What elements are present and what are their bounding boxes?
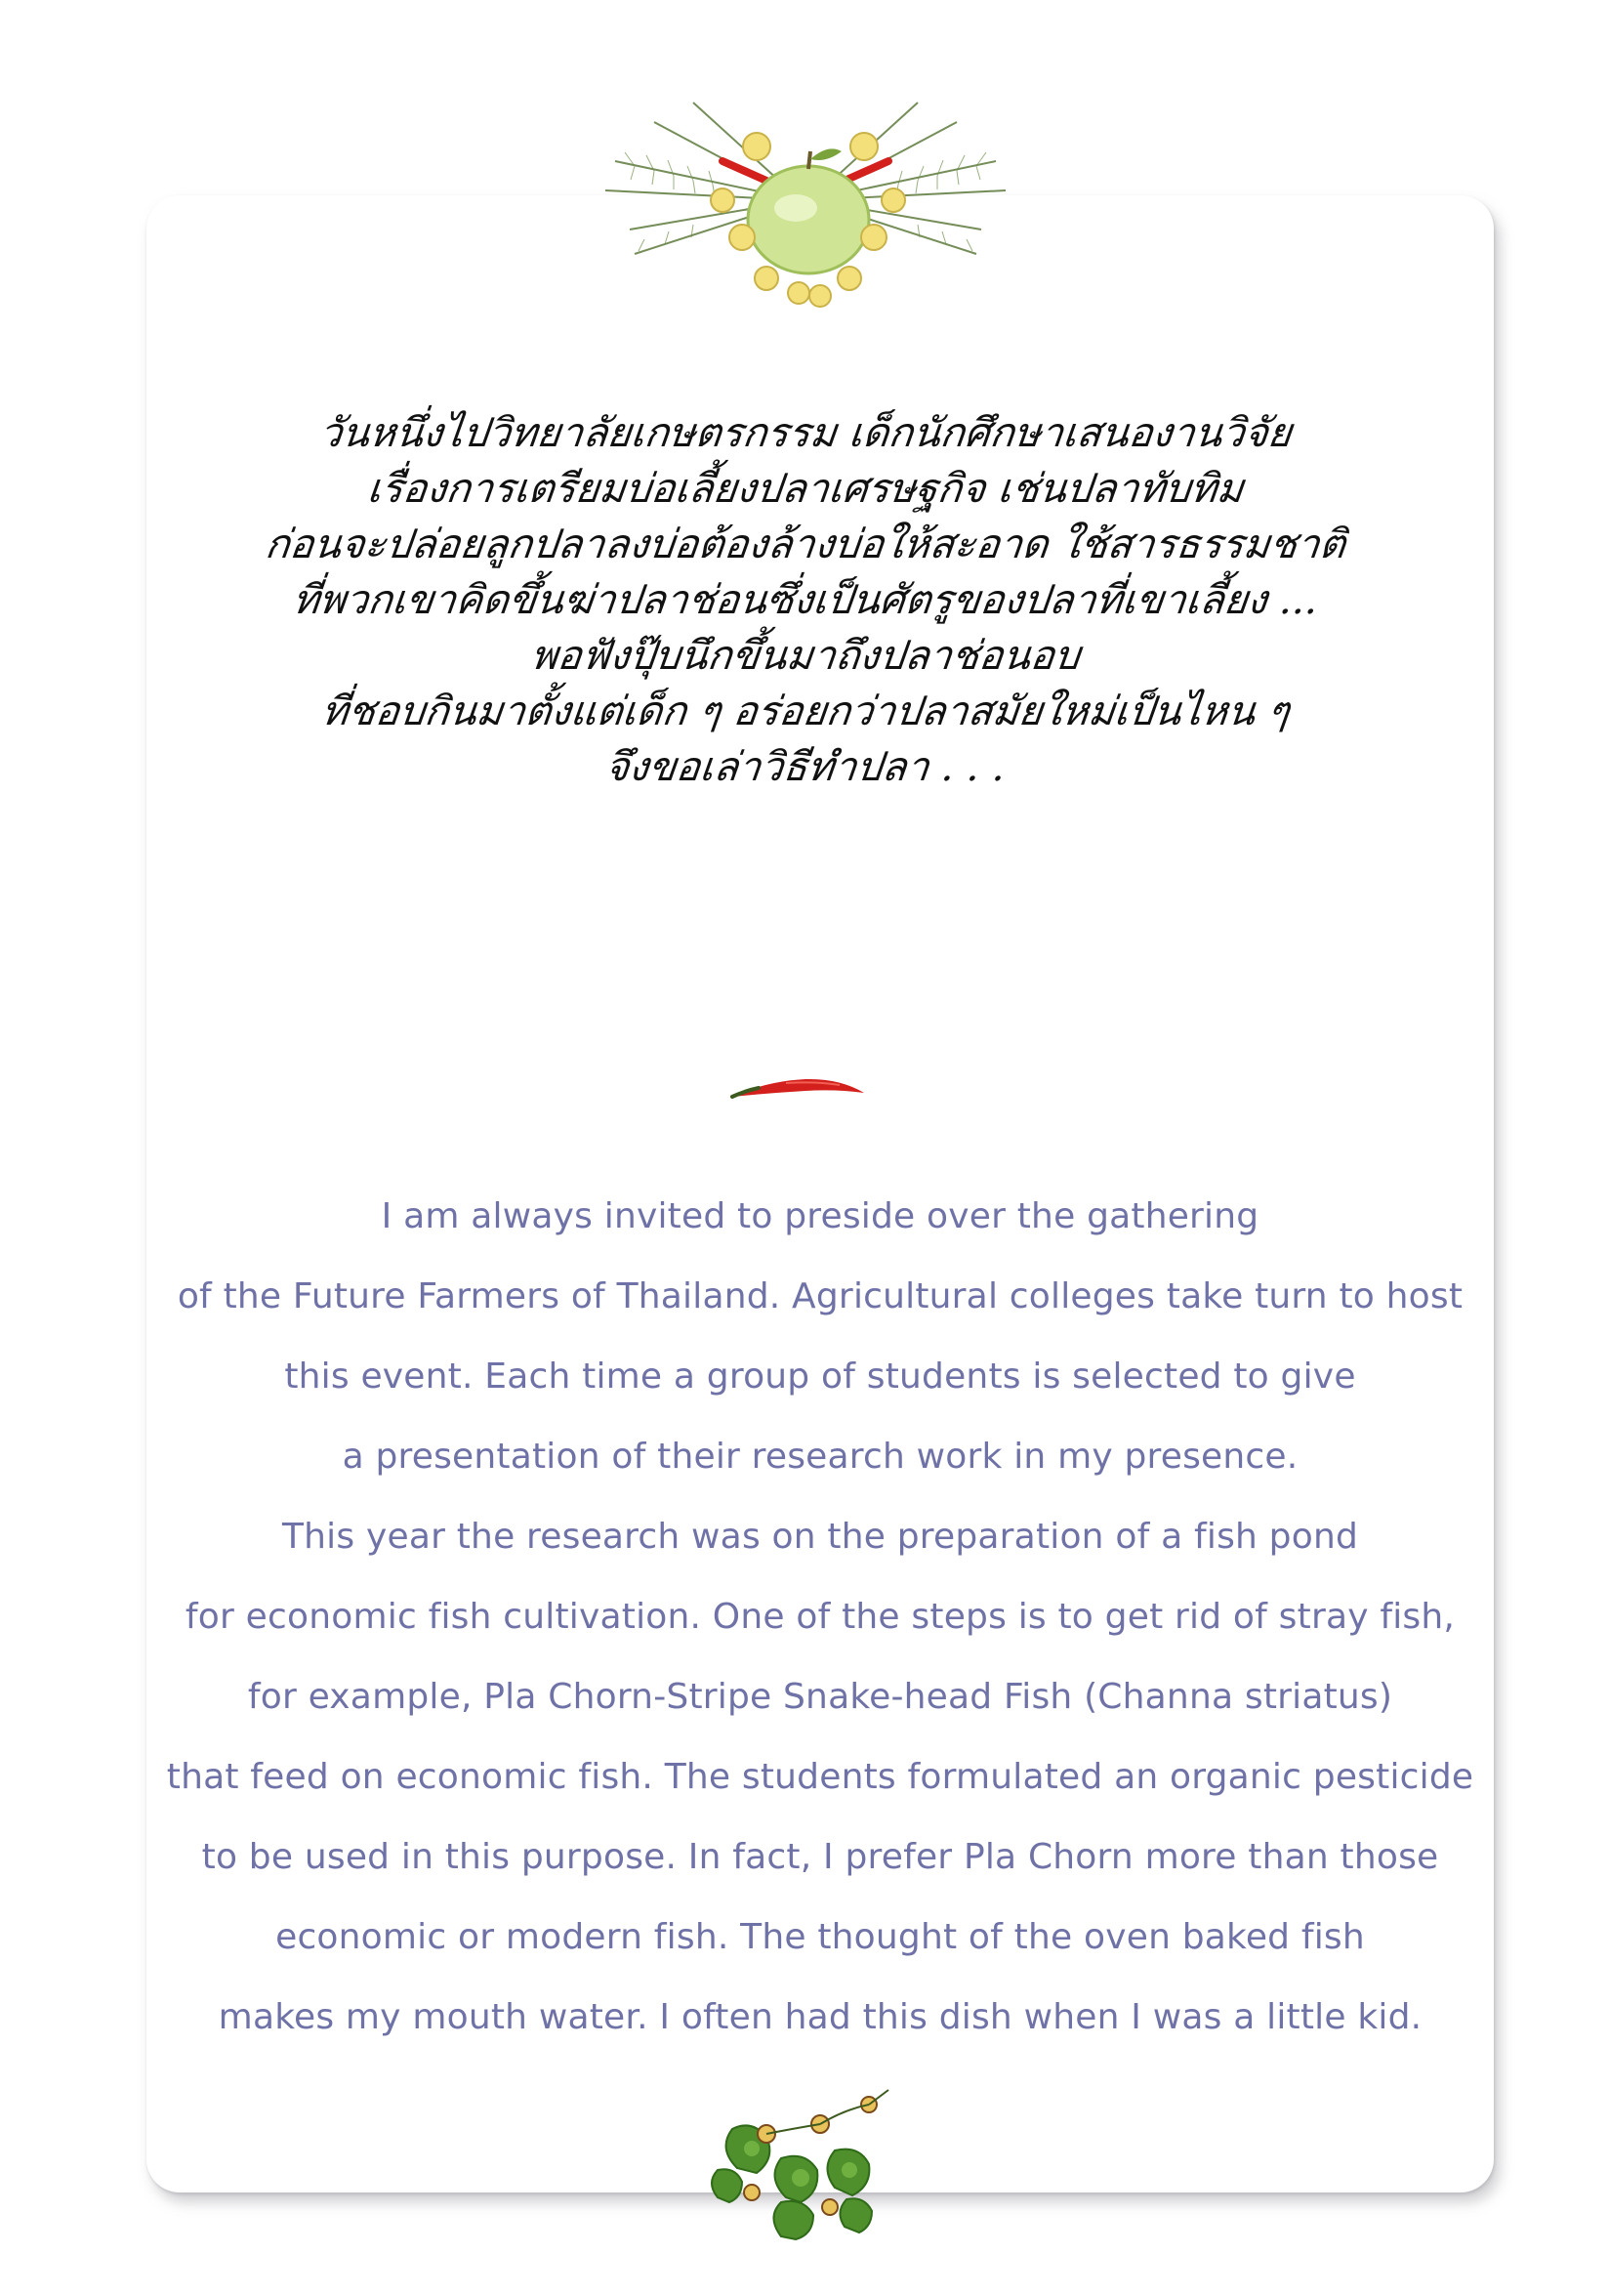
english-line: of the Future Farmers of Thailand. Agricultural colleges take turn to host bbox=[177, 1276, 1464, 1316]
thai-handwritten-passage bbox=[176, 405, 1435, 795]
english-line: I am always invited to preside over the gathering bbox=[381, 1196, 1259, 1236]
english-line: a presentation of their research work in my presence. bbox=[342, 1437, 1299, 1477]
english-line: This year the research was on the preparation of a fish pond bbox=[281, 1517, 1359, 1557]
english-line: makes my mouth water. I often had this dish when I was a little kid. bbox=[218, 1997, 1423, 2037]
green-leaf-flower-icon bbox=[698, 2080, 908, 2241]
english-passage bbox=[146, 1177, 1494, 2058]
thai-line: จึงขอเล่าวิธีทำปลา . . . bbox=[602, 743, 1009, 790]
thai-line: วันหนึ่งไปวิทยาลัยเกษตรกรรม เด็กนักศึกษาเสนองานวิจัย bbox=[316, 409, 1295, 456]
thai-line: ที่ชอบกินมาตั้งแต่เด็ก ๆ อร่อยกว่าปลาสมัยใหม่เป็นไหน ๆ bbox=[319, 688, 1293, 734]
thai-line: พอฟังปุ๊บนึกขึ้นมาถึงปลาช่อนอบ bbox=[528, 632, 1083, 679]
thai-line: ที่พวกเขาคิดขึ้นฆ่าปลาช่อนซึ่งเป็นศัตรูของปลาที่เขาเลี้ยง ... bbox=[290, 576, 1321, 623]
english-line: to be used in this purpose. In fact, I prefer Pla Chorn more than those bbox=[201, 1837, 1439, 1877]
thai-line: เรื่องการเตรียมบ่อเลี้ยงปลาเศรษฐกิจ เช่นปลาทับทิม bbox=[365, 465, 1247, 512]
english-line: that feed on economic fish. The students formulated an organic pesticide bbox=[166, 1757, 1474, 1797]
english-line: this event. Each time a group of students is selected to give bbox=[284, 1357, 1356, 1397]
english-line: economic or modern fish. The thought of the oven baked fish bbox=[275, 1917, 1365, 1957]
apple-herb-flower-icon bbox=[576, 83, 1035, 313]
english-line: for example, Pla Chorn-Stripe Snake-head Fish (Channa striatus) bbox=[247, 1677, 1393, 1717]
chili-icon bbox=[727, 1069, 869, 1108]
english-line: for economic fish cultivation. One of the steps is to get rid of stray fish, bbox=[185, 1597, 1456, 1637]
thai-line: ก่อนจะปล่อยลูกปลาลงบ่อต้องล้างบ่อให้สะอาด ใช้สารธรรมชาติ bbox=[263, 521, 1348, 567]
